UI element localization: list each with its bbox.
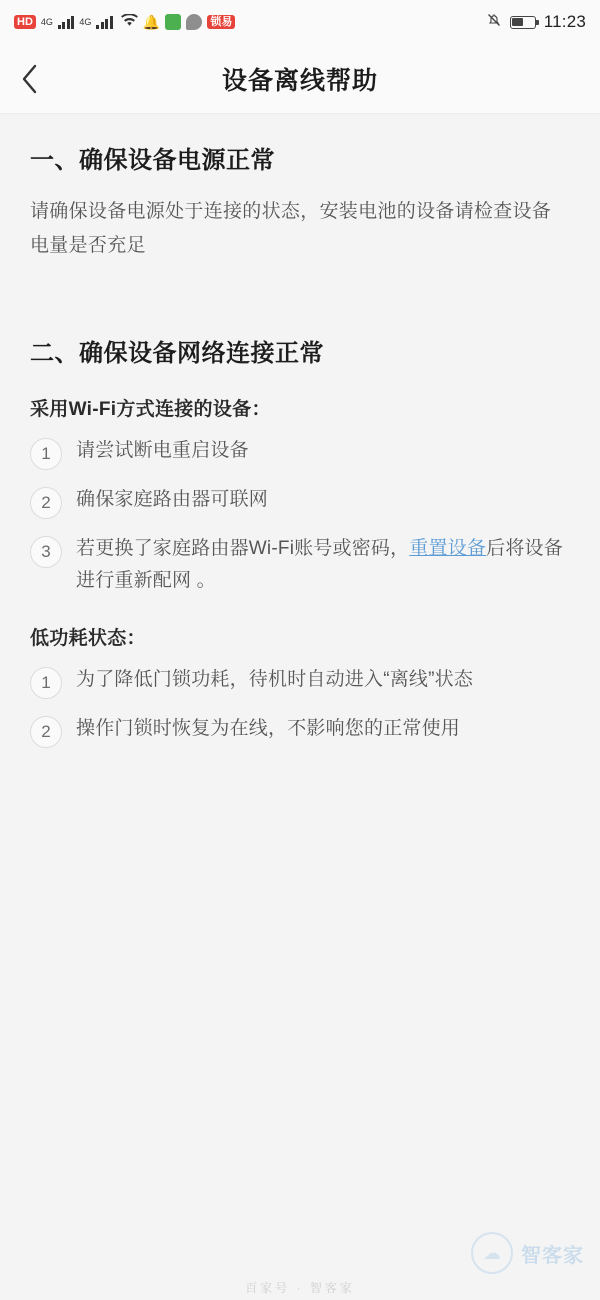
battery-icon [510, 16, 536, 29]
clock-label: 11:23 [543, 12, 586, 31]
step-number: 2 [30, 487, 62, 519]
hd-icon: HD [14, 15, 36, 29]
signal-bars-icon-2 [96, 15, 113, 29]
step-text [76, 533, 570, 597]
play-icon [165, 14, 181, 30]
status-bar-left [14, 12, 235, 32]
lowpower-step-list [30, 664, 570, 748]
subheading-lowpower: 低功耗状态： [30, 628, 146, 649]
watermark-footer: 百家号 · 智客家 [245, 1281, 355, 1295]
bell-off-icon [486, 12, 502, 33]
message-icon [186, 14, 202, 30]
list-item [30, 435, 570, 470]
list-item [30, 664, 570, 699]
status-bar-right [486, 12, 586, 33]
wifi-icon [121, 12, 138, 32]
section-paragraph-1: 请确保设备电源处于连接的状态，安装电池的设备请检查设备电量是否充足 [30, 201, 552, 256]
sim2-network-label: 4G [79, 17, 92, 27]
step-number: 2 [30, 716, 62, 748]
watermark [471, 1232, 584, 1274]
list-item [30, 713, 570, 748]
step-number: 3 [30, 536, 62, 568]
wifi-step-list [30, 435, 570, 597]
signal-bars-icon [58, 15, 75, 29]
step-text-after: 后将设备进行重新配网 。 [76, 538, 563, 591]
list-item [30, 533, 570, 597]
watermark-brand: 智客家 [521, 1244, 584, 1267]
subheading-wifi: 采用Wi-Fi方式连接的设备： [30, 399, 271, 420]
section-heading-1: 一、确保设备电源正常 [30, 147, 275, 174]
step-number: 1 [30, 667, 62, 699]
help-content [0, 114, 600, 748]
bell-icon: 🔔 [142, 13, 161, 30]
step-text: 请尝试断电重启设备 [76, 440, 249, 461]
step-text-before: 若更换了家庭路由器Wi-Fi账号或密码， [76, 538, 410, 559]
reset-device-link[interactable]: 重置设备 [409, 538, 487, 559]
page-title: 设备离线帮助 [221, 66, 378, 95]
title-bar [0, 44, 600, 114]
app-icon: 锁易 [207, 15, 235, 29]
step-text: 操作门锁时恢复为在线，不影响您的正常使用 [76, 718, 461, 739]
section-heading-2: 二、确保设备网络连接正常 [30, 340, 324, 367]
step-text: 确保家庭路由器可联网 [76, 489, 269, 510]
list-item [30, 484, 570, 519]
step-text: 为了降低门锁功耗，待机时自动进入“离线”状态 [76, 669, 474, 690]
sim1-network-label: 4G [40, 17, 53, 27]
status-bar [0, 0, 600, 44]
step-number: 1 [30, 438, 62, 470]
cloud-icon: ☁ [471, 1232, 513, 1274]
